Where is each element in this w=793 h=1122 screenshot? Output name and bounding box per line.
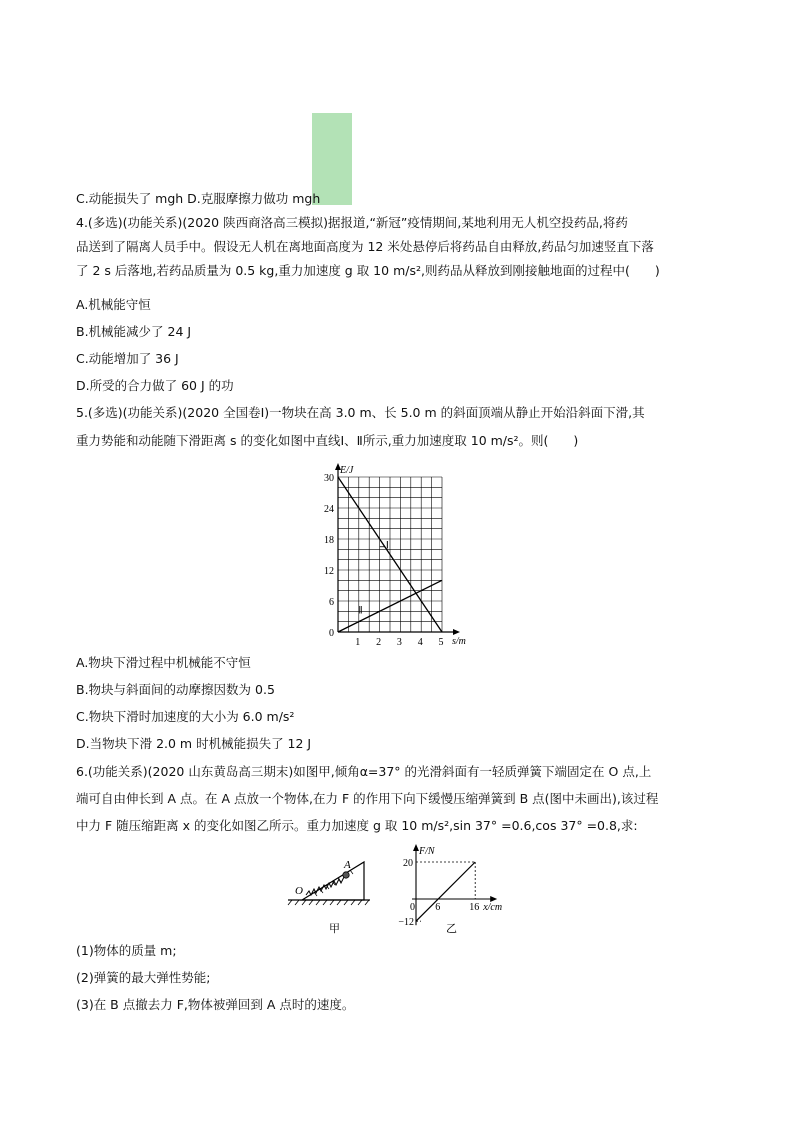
series-label-ii: Ⅱ xyxy=(357,605,363,617)
incline-spring-figure xyxy=(284,848,384,938)
caption-yi: 乙 xyxy=(446,922,457,935)
q5-option-d: D.当物块下滑 2.0 m 时机械能损失了 12 J xyxy=(76,736,312,751)
x-axis-label: s/m xyxy=(452,636,466,647)
q5-option-b: B.物块与斜面间的动摩擦因数为 0.5 xyxy=(76,682,275,697)
force-chart-labels xyxy=(398,846,502,935)
x-tick-label: 1 xyxy=(355,637,361,648)
q5-option-c: C.物块下滑时加速度的大小为 6.0 m/s² xyxy=(76,709,295,724)
y-tick-label: −12 xyxy=(398,917,414,929)
q6-sub1: (1)物体的质量 m; xyxy=(76,943,177,958)
y-tick-label: 0 xyxy=(329,628,334,639)
q6-stem-line3: 中力 F 随压缩距离 x 的变化如图乙所示。重力加速度 g 取 10 m/s²,sin 37° =0.6,cos 37° =0.8,求: xyxy=(76,818,638,833)
q5-option-a: A.物块下滑过程中机械能不守恒 xyxy=(76,655,251,670)
object-ball xyxy=(343,872,349,878)
energy-chart-axes xyxy=(335,463,460,635)
caption-jia: 甲 xyxy=(329,922,340,935)
force-chart xyxy=(394,838,514,938)
y-tick-label: 24 xyxy=(324,504,334,515)
x-tick-label: 3 xyxy=(396,637,402,648)
label-a: A xyxy=(344,859,351,871)
y-axis-label: F/N xyxy=(419,846,435,857)
q6-sub3: (3)在 B 点撤去力 F,物体被弹回到 A 点时的速度。 xyxy=(76,997,355,1012)
q6-sub2: (2)弹簧的最大弹性势能; xyxy=(76,970,211,985)
label-o: O xyxy=(295,885,303,897)
q5-stem-line1: 5.(多选)(功能关系)(2020 全国卷Ⅰ)一物块在高 3.0 m、长 5.0 m 的斜面顶端从静止开始沿斜面下滑,其 xyxy=(76,405,645,420)
x-axis-label: x/cm xyxy=(483,902,503,913)
q4-stem-line2: 品送到了隔离人员手中。假设无人机在离地面高度为 12 米处悬停后将药品自由释放,药品匀加速竖直下落 xyxy=(76,239,654,254)
x-tick-label: 16 xyxy=(469,902,480,913)
q5-stem-line2: 重力势能和动能随下滑距离 s 的变化如图中直线Ⅰ、Ⅱ所示,重力加速度取 10 m/s²。则( ) xyxy=(76,433,579,448)
q6-stem-line2: 端可自由伸长到 A 点。在 A 点放一个物体,在力 F 的作用下向下缓慢压缩弹簧到 B 点(图中未画出),该过程 xyxy=(76,791,659,806)
q4-option-a: A.机械能守恒 xyxy=(76,297,151,312)
x-tick-label: 6 xyxy=(435,902,441,913)
y-tick-label: 30 xyxy=(324,473,334,484)
force-chart-series xyxy=(416,862,475,921)
energy-chart-labels xyxy=(324,465,466,648)
force-line xyxy=(416,862,475,921)
q4-option-d: D.所受的合力做了 60 J 的功 xyxy=(76,378,234,393)
x-axis-arrow xyxy=(453,629,460,635)
spring-coil xyxy=(306,877,344,895)
q6-stem-line1: 6.(功能关系)(2020 山东黄岛高三期末)如图甲,倾角α=37° 的光滑斜面有一轻质弹簧下端固定在 O 点,上 xyxy=(76,764,652,779)
q4-option-c: C.动能增加了 36 J xyxy=(76,351,179,366)
y-tick-label: 18 xyxy=(324,535,334,546)
y-axis-label: E/J xyxy=(340,465,354,476)
x-tick-label: 5 xyxy=(438,637,444,648)
series-label-i: Ⅰ xyxy=(385,540,389,552)
ground-hatching xyxy=(288,900,369,905)
q4-stem-line1: 4.(多选)(功能关系)(2020 陕西商洛高三模拟)据报道,“新冠”疫情期间,某地利用无人机空投药品,将药 xyxy=(76,215,628,230)
energy-chart xyxy=(318,462,478,650)
y-tick-label: 12 xyxy=(324,566,334,577)
x-tick-label: 2 xyxy=(376,637,382,648)
x-tick-label: 4 xyxy=(417,637,423,648)
x-tick-label: 0 xyxy=(410,902,415,913)
y-tick-label: 6 xyxy=(329,597,334,608)
y-tick-label: 20 xyxy=(403,858,413,869)
q3-options-cd: C.动能损失了 mgh D.克服摩擦力做功 mgh xyxy=(76,191,321,206)
q4-stem-line3: 了 2 s 后落地,若药品质量为 0.5 kg,重力加速度 g 取 10 m/s²,则药品从释放到刚接触地面的过程中( ) xyxy=(76,263,660,278)
q4-option-b: B.机械能减少了 24 J xyxy=(76,324,192,339)
